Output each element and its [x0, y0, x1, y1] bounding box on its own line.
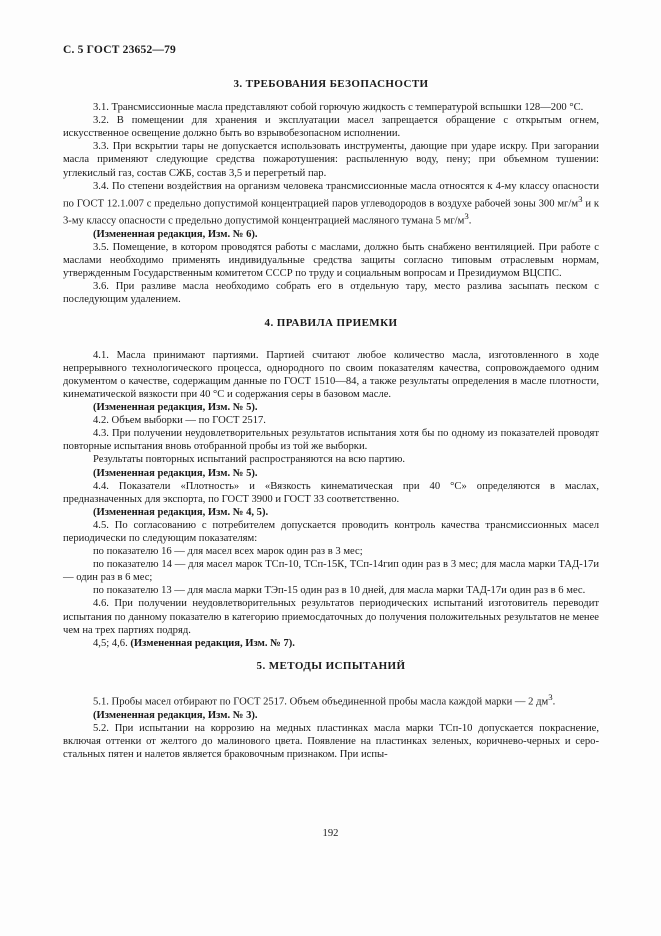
- superscript: 3: [464, 211, 469, 222]
- superscript: 3: [578, 193, 583, 204]
- paragraph-5-2: 5.2. При испытании на коррозию на медных пластинках масла марки ТСп-10 допускается покраснение, включая оттенки от желтого до малинового цвета. Появление на пластинках зеленых, коричнево-черных и серо-стальных пятен и налетов является браковочным признаком. При испы-: [63, 722, 599, 760]
- amendment-note: (Измененная редакция, Изм. № 5).: [93, 467, 258, 479]
- paragraph-5-1-end: .: [552, 696, 556, 708]
- superscript: 3: [548, 691, 553, 702]
- paragraph-4-5-item: по показателю 14 — для масел марок ТСп-10, ТСп-15К, ТСп-14гип один раз в 3 мес; для масла марки ТАД-17и — один раз в 6 мес;: [63, 559, 599, 584]
- paragraph-3-4: [63, 180, 599, 228]
- paragraph-4-6: 4.6. При получении неудовлетворительных результатов периодических испытаний изготовитель переводит испытания по данному показателю в категорию приемосдаточных до получения положительных результатов не менее чем на трех партиях подряд.: [63, 598, 599, 636]
- page-number: 192: [322, 828, 339, 839]
- paragraph-3-1: 3.1. Трансмиссионные масла представляют собой горючую жидкость с температурой вспышки 128—200 °С.: [93, 102, 584, 114]
- paragraph-3-5: 3.5. Помещение, в котором проводятся работы с маслами, должно быть снабжено вентиляцией. При работе с маслами необходимо применять индивидуальные средства защиты согласно типовым отраслевым нормам, утвержденным Государственным комитетом СССР по труду и социальным вопросам и Президиумом ВЦСПС.: [63, 242, 599, 280]
- paragraph-3-4-text-c: .: [468, 215, 472, 227]
- amendment-clauses: 4,5; 4,6.: [93, 637, 131, 649]
- running-head: С. 5 ГОСТ 23652—79: [63, 44, 176, 56]
- amendment-note: (Измененная редакция, Изм. № 4, 5).: [93, 506, 269, 518]
- paragraph-4-5-item: по показателю 16 — для масел всех марок один раз в 3 мес;: [93, 546, 363, 558]
- amendment-note: (Измененная редакция, Изм. № 5).: [93, 402, 258, 414]
- paragraph-4-3-continued: Результаты повторных испытаний распространяются на всю партию.: [93, 454, 406, 466]
- amendment-note-line: [63, 637, 599, 650]
- paragraph-3-4-text-b: и к 3-му классу опасности с предельно допустимой концентрацией масляного тумана 5 мг/м: [63, 198, 599, 227]
- paragraph-4-3: 4.3. При получении неудовлетворительных результатов испытания хотя бы по одному из показателей проводят повторные испытания вновь отобранной пробы из той же выборки.: [63, 428, 599, 453]
- paragraph-3-4-text-a: 3.4. По степени воздействия на организм человека трансмиссионные масла относятся к 4-му классу опасности по ГОСТ 12.1.007 с предельно допустимой концентрацией паров углеводородов в воздухе рабочей зоны 300 мг/м: [63, 180, 599, 210]
- amendment-note: (Измененная редакция, Изм. № 3).: [93, 709, 258, 721]
- paragraph-4-2: 4.2. Объем выборки — по ГОСТ 2517.: [93, 415, 266, 427]
- paragraph-5-1-text: 5.1. Пробы масел отбирают по ГОСТ 2517. Объем объединенной пробы масла каждой марки — 2 дм: [93, 696, 549, 708]
- paragraph-3-2: 3.2. В помещении для хранения и эксплуатации масел запрещается обращение с открытым огнем, искусственное освещение должно быть во взрывобезопасном исполнении.: [63, 115, 599, 140]
- paragraph-4-5: 4.5. По согласованию с потребителем допускается проводить контроль качества трансмиссионных масел периодически по следующим показателям:: [63, 519, 599, 544]
- paragraph-5-1: [63, 691, 599, 709]
- section-5-title: 5. МЕТОДЫ ИСПЫТАНИЙ: [256, 659, 406, 672]
- paragraph-3-3: 3.3. При вскрытии тары не допускается использовать инструменты, дающие при ударе искру. При загорании масла применяют следующие средства пожаротушения: распыленную воду, пену; при объемном тушении: углекислый газ, состав СЖБ, состав 3,5 и перегретый пар.: [63, 141, 599, 179]
- paragraph-4-1: 4.1. Масла принимают партиями. Партией считают любое количество масла, изготовленного в ходе непрерывного технологического процесса, однородного по своим показателям качества, сопровождаемого одним документом о качестве, содержащим данные по ГОСТ 1510—84, а также результаты определения в масле плотности, кинематической вязкости при 40 °С и содержания серы в базовом масле.: [63, 349, 599, 400]
- section-3-title: 3. ТРЕБОВАНИЯ БЕЗОПАСНОСТИ: [233, 78, 429, 90]
- paragraph-3-6: 3.6. При разливе масла необходимо собрать его в отдельную тару, место разлива засыпать песком с последующим удалением.: [63, 281, 599, 306]
- page-content: [63, 78, 599, 761]
- paragraph-4-5-item: по показателю 13 — для масла марки ТЭп-15 один раз в 10 дней, для масла марки ТАД-17и один раз в 6 мес.: [93, 585, 586, 597]
- amendment-note: (Измененная редакция, Изм. № 7).: [130, 637, 295, 649]
- paragraph-4-4: 4.4. Показатели «Плотность» и «Вязкость кинематическая при 40 °С» определяются в маслах, предназначенных для экспорта, по ГОСТ 3900 и ГОСТ 33 соответственно.: [63, 480, 599, 505]
- section-4-title: 4. ПРАВИЛА ПРИЕМКИ: [264, 316, 398, 329]
- amendment-note: (Измененная редакция, Изм. № 6).: [93, 229, 258, 240]
